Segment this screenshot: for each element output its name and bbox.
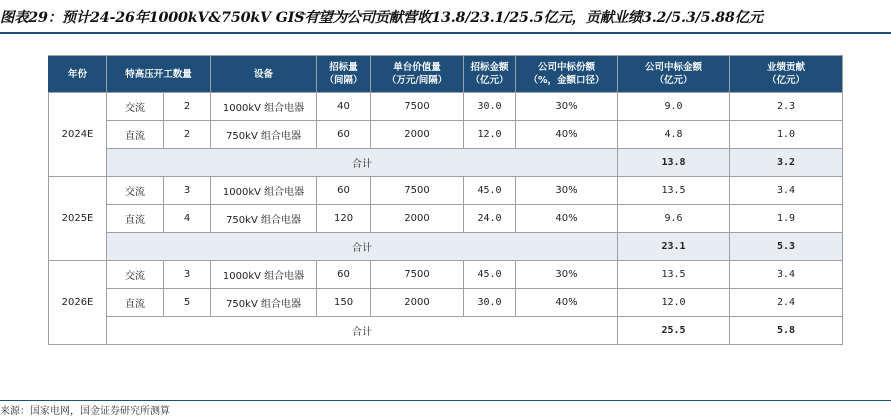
win-cell: 9.0 [618,93,730,121]
qty-cell: 120 [317,205,371,233]
summary-label: 合计 [107,149,618,177]
type-cell: 交流 [107,93,164,121]
share-cell: 30% [516,93,618,121]
qty-cell: 60 [317,261,371,289]
summary-row [49,233,843,261]
col-bid-amount: 招标金额 （亿元） [464,56,516,93]
summary-profit-cell: 5.8 [730,317,843,345]
price-cell: 7500 [371,261,464,289]
summary-win-cell: 13.8 [618,149,730,177]
share-cell: 30% [516,261,618,289]
col-profit: 业绩贡献 （亿元） [730,56,843,93]
share-cell: 40% [516,205,618,233]
count-cell: 4 [164,205,211,233]
profit-cell: 3.4 [730,261,843,289]
amount-cell: 45.0 [464,261,516,289]
equipment-cell: 750kV 组合电器 [211,205,317,233]
type-cell: 直流 [107,205,164,233]
summary-label: 合计 [107,317,618,345]
count-cell: 3 [164,177,211,205]
footer-divider [0,400,891,401]
col-year: 年份 [49,56,107,93]
gis-forecast-table [48,55,843,345]
table-header-row [49,56,843,93]
win-cell: 9.6 [618,205,730,233]
profit-cell: 1.0 [730,121,843,149]
equipment-cell: 750kV 组合电器 [211,121,317,149]
summary-label: 合计 [107,233,618,261]
col-equipment: 设备 [211,56,317,93]
qty-cell: 150 [317,289,371,317]
profit-cell: 2.4 [730,289,843,317]
year-cell: 2024E [49,93,107,177]
win-cell: 4.8 [618,121,730,149]
col-share: 公司中标份额 （%，金额口径） [516,56,618,93]
equipment-cell: 1000kV 组合电器 [211,177,317,205]
summary-profit-cell: 5.3 [730,233,843,261]
price-cell: 2000 [371,289,464,317]
amount-cell: 12.0 [464,121,516,149]
title-divider [0,32,891,34]
amount-cell: 24.0 [464,205,516,233]
summary-win-cell: 25.5 [618,317,730,345]
col-unit-price: 单台价值量 （万元/间隔） [371,56,464,93]
equipment-cell: 1000kV 组合电器 [211,93,317,121]
amount-cell: 45.0 [464,177,516,205]
col-switch-count: 特高压开工数量 [107,56,211,93]
table-row [49,93,843,121]
year-cell: 2025E [49,177,107,261]
equipment-cell: 750kV 组合电器 [211,289,317,317]
win-cell: 13.5 [618,177,730,205]
table-row [49,121,843,149]
price-cell: 7500 [371,177,464,205]
col-bid-qty: 招标量 （间隔） [317,56,371,93]
table-row [49,289,843,317]
table-row [49,261,843,289]
qty-cell: 60 [317,177,371,205]
source-note: 来源：国家电网，国金证券研究所测算 [0,406,170,417]
count-cell: 3 [164,261,211,289]
summary-row [49,317,843,345]
profit-cell: 2.3 [730,93,843,121]
type-cell: 交流 [107,177,164,205]
share-cell: 40% [516,121,618,149]
count-cell: 2 [164,121,211,149]
price-cell: 7500 [371,93,464,121]
summary-row [49,149,843,177]
type-cell: 直流 [107,121,164,149]
year-cell: 2026E [49,261,107,345]
amount-cell: 30.0 [464,93,516,121]
summary-profit-cell: 3.2 [730,149,843,177]
count-cell: 5 [164,289,211,317]
equipment-cell: 1000kV 组合电器 [211,261,317,289]
type-cell: 直流 [107,289,164,317]
profit-cell: 1.9 [730,205,843,233]
win-cell: 13.5 [618,261,730,289]
share-cell: 30% [516,177,618,205]
win-cell: 12.0 [618,289,730,317]
type-cell: 交流 [107,261,164,289]
col-win-amount: 公司中标金额 （亿元） [618,56,730,93]
table-row [49,177,843,205]
amount-cell: 30.0 [464,289,516,317]
share-cell: 40% [516,289,618,317]
qty-cell: 60 [317,121,371,149]
price-cell: 2000 [371,121,464,149]
top-clipped-text [300,0,480,3]
profit-cell: 3.4 [730,177,843,205]
price-cell: 2000 [371,205,464,233]
figure-title: 图表29：预计24-26年1000kV&750kV GIS有望为公司贡献营收13.8/23.1/25.5亿元，贡献业绩3.2/5.3/5.88亿元 [0,10,763,26]
count-cell: 2 [164,93,211,121]
summary-win-cell: 23.1 [618,233,730,261]
table-row [49,205,843,233]
qty-cell: 40 [317,93,371,121]
